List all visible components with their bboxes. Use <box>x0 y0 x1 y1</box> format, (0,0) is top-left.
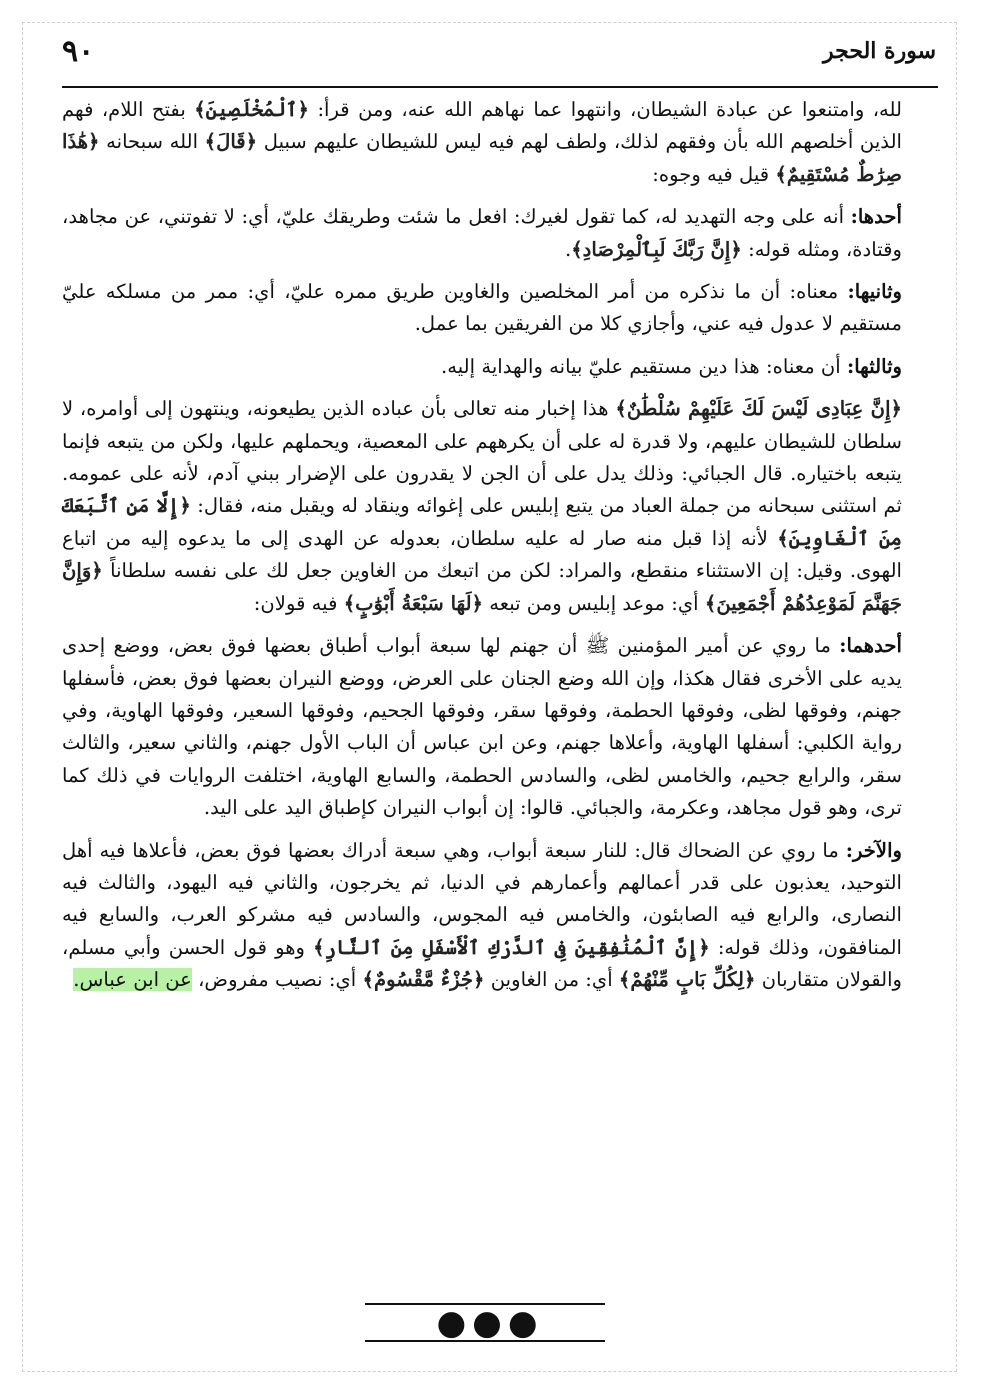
paragraph <box>62 276 902 341</box>
text-segment: . <box>564 237 572 261</box>
text-segment: بفتح اللام، فهم الذين أخلصهم الله بأن وفقهم لذلك، ولطف لهم فيه ليس للشيطان عليهم سبيل <box>62 98 902 154</box>
paragraph <box>62 351 902 383</box>
text-segment: أنه على وجه التهديد له، كما تقول لغيرك: افعل ما شئت وطريقك عليّ، أي: لا تفوتني، عن مجاهد، وقتادة، ومثله قوله: <box>62 205 902 261</box>
quran-verse: ﴿جُزْءٌ مَّقْسُومٌ﴾ <box>362 968 485 992</box>
ornament-dots: ●●● <box>436 1303 544 1343</box>
paragraph <box>62 630 902 824</box>
text-segment: لأنه إذا قبل منه صار له عليه سلطان، بعدوله عن الهدى إلى ما يدعوه إليه من اتباع الهوى. وقيل: إن الاستثناء منقطع، والمراد: لكن من اتبعك من الغاوين جعل لك على نفسه سلطاناً <box>62 526 902 583</box>
text-segment: معناه: أن ما نذكره من أمر المخلصين والغاوين طريق ممره عليّ، أي: ممر من مسلكه عليّ مستقيم لا عدول فيه عني، وأجازي كلا من الفريقين بما عمل. <box>62 280 902 336</box>
quran-verse: ﴿هَٰذَا صِرَٰطٌ مُسْتَقِيمٌ﴾ <box>62 130 902 186</box>
surah-title: سورة الحجر <box>823 38 936 64</box>
text-segment: هذا إخبار منه تعالى بأن عباده الذين يطيعونه، وينتهون إلى أوامره، لا سلطان للشيطان عليهم، ولا قدرة له على أن يكرههم على المعصية، ويحملهم عليها، ولكن من يتبعه فإنما يتبعه باختياره. قال الجبائي: وذلك يدل على أن الجن لا يقدرون على الإضرار ببني آدم، لأنه على عمومه. ثم استثنى سبحانه من جملة العباد من يتبع إبليس على إغوائه وينقاد له ويقبل منه، فقال: <box>62 397 902 518</box>
page-body <box>62 94 902 1007</box>
paragraph-lead: وثالثها: <box>846 354 902 378</box>
quran-verse: ﴿وَإِنَّ جَهَنَّمَ لَمَوْعِدُهُمْ أَجْمَعِينَ﴾ <box>62 559 902 615</box>
highlighted-text: عن ابن عباس. <box>73 968 192 992</box>
text-segment: لله، وامتنعوا عن عبادة الشيطان، وانتهوا عما نهاهم الله عنه، ومن قرأ: <box>309 98 902 121</box>
footer-divider-bottom <box>365 1340 605 1342</box>
paragraph-lead: وثانيها: <box>847 280 902 304</box>
text-segment: ما روي عن الضحاك قال: للنار سبعة أبواب، وهي سبعة أدراك بعضها فوق بعض، فأعلاها فيه أهل التوحيد، يعذبون على قدر أعمالهم وأعمارهم في الدنيا، ثم يخرجون، والثاني فيه اليهود، والثالث فيه النصارى، والرابع فيه الصابئون، والخامس فيه المجوس، والسادس فيه مشركو العرب، والسابع فيه المنافقون، وذلك قوله: <box>62 838 902 959</box>
quran-verse: ﴿لَهَا سَبْعَةُ أَبْوَٰبٍ﴾ <box>343 591 484 615</box>
text-segment: فيه قولان: <box>253 591 344 615</box>
quran-verse: ﴿قَالَ﴾ <box>204 130 258 154</box>
paragraph-lead: أحدهما: <box>839 634 902 658</box>
text-segment: أي: من الغاوين <box>484 968 619 992</box>
text-segment: أي: نصيب مفروض، <box>191 968 363 992</box>
paragraph <box>62 835 902 997</box>
quran-verse: ﴿لِكُلِّ بَابٍ مِّنْهُمْ﴾ <box>618 968 756 992</box>
paragraph <box>62 94 902 191</box>
paragraph-lead: والآخر: <box>845 838 902 862</box>
paragraph-lead: أحدها: <box>850 205 902 229</box>
text-segment: أي: موعد إبليس ومن تبعه <box>483 591 705 615</box>
quran-verse: ﴿إِنَّ رَبَّكَ لَبِٱلْمِرْصَادِ﴾ <box>571 237 742 261</box>
text-segment: قيل فيه وجوه: <box>652 162 776 186</box>
paragraph <box>62 393 902 620</box>
paragraph <box>62 201 902 266</box>
quran-verse: ﴿إِلَّا مَنِ ٱتَّبَعَكَ مِنَ ٱلْغَاوِينَ﴾ <box>62 494 902 550</box>
text-segment: وهو قول الحسن وأبي مسلم، والقولان متقاربان <box>62 935 902 992</box>
quran-verse: ﴿ٱلْمُخْلَصِينَ﴾ <box>194 98 310 121</box>
text-segment: الله سبحانه <box>99 130 205 154</box>
text-segment: ما روي عن أمير المؤمنين ﷺ أن جهنم لها سبعة أبواب أطباق بعضها فوق بعض، ووضع إحدى يديه على الأخرى فقال هكذا، وإن الله وضع الجنان على العرض، ووضع النيران بعضها فوق بعض، فأسفلها جهنم، وفوقها لظى، وفوقها الحطمة، وفوقها سقر، وفوقها الجحيم، وفوقها السعير، وفوقها الهاوية، وفي رواية الكلبي: أسفلها الهاوية، وأعلاها جهنم، وعن ابن عباس أن الباب الأول جهنم، والثاني سعير، والثالث سقر، والرابع جحيم، والخامس لظى، والسادس الحطمة، والسابع الهاوية، اختلفت الروايات في ذلك كما ترى، وهو قول مجاهد، وعكرمة، والجبائي. قالوا: إن أبواب النيران كإطباق اليد على اليد. <box>62 634 902 820</box>
page-number: ٩٠ <box>62 34 95 69</box>
page-header <box>40 28 940 78</box>
quran-verse: ﴿إِنَّ ٱلْمُنَٰفِقِينَ فِى ٱلدَّرْكِ ٱلْأَسْفَلِ مِنَ ٱلنَّارِ﴾ <box>313 935 710 959</box>
text-segment: أن معناه: هذا دين مستقيم عليّ بيانه والهداية إليه. <box>441 354 847 378</box>
header-divider <box>62 86 938 88</box>
quran-verse: ﴿إِنَّ عِبَادِى لَيْسَ لَكَ عَلَيْهِمْ سُلْطَٰنٌ﴾ <box>615 397 902 421</box>
